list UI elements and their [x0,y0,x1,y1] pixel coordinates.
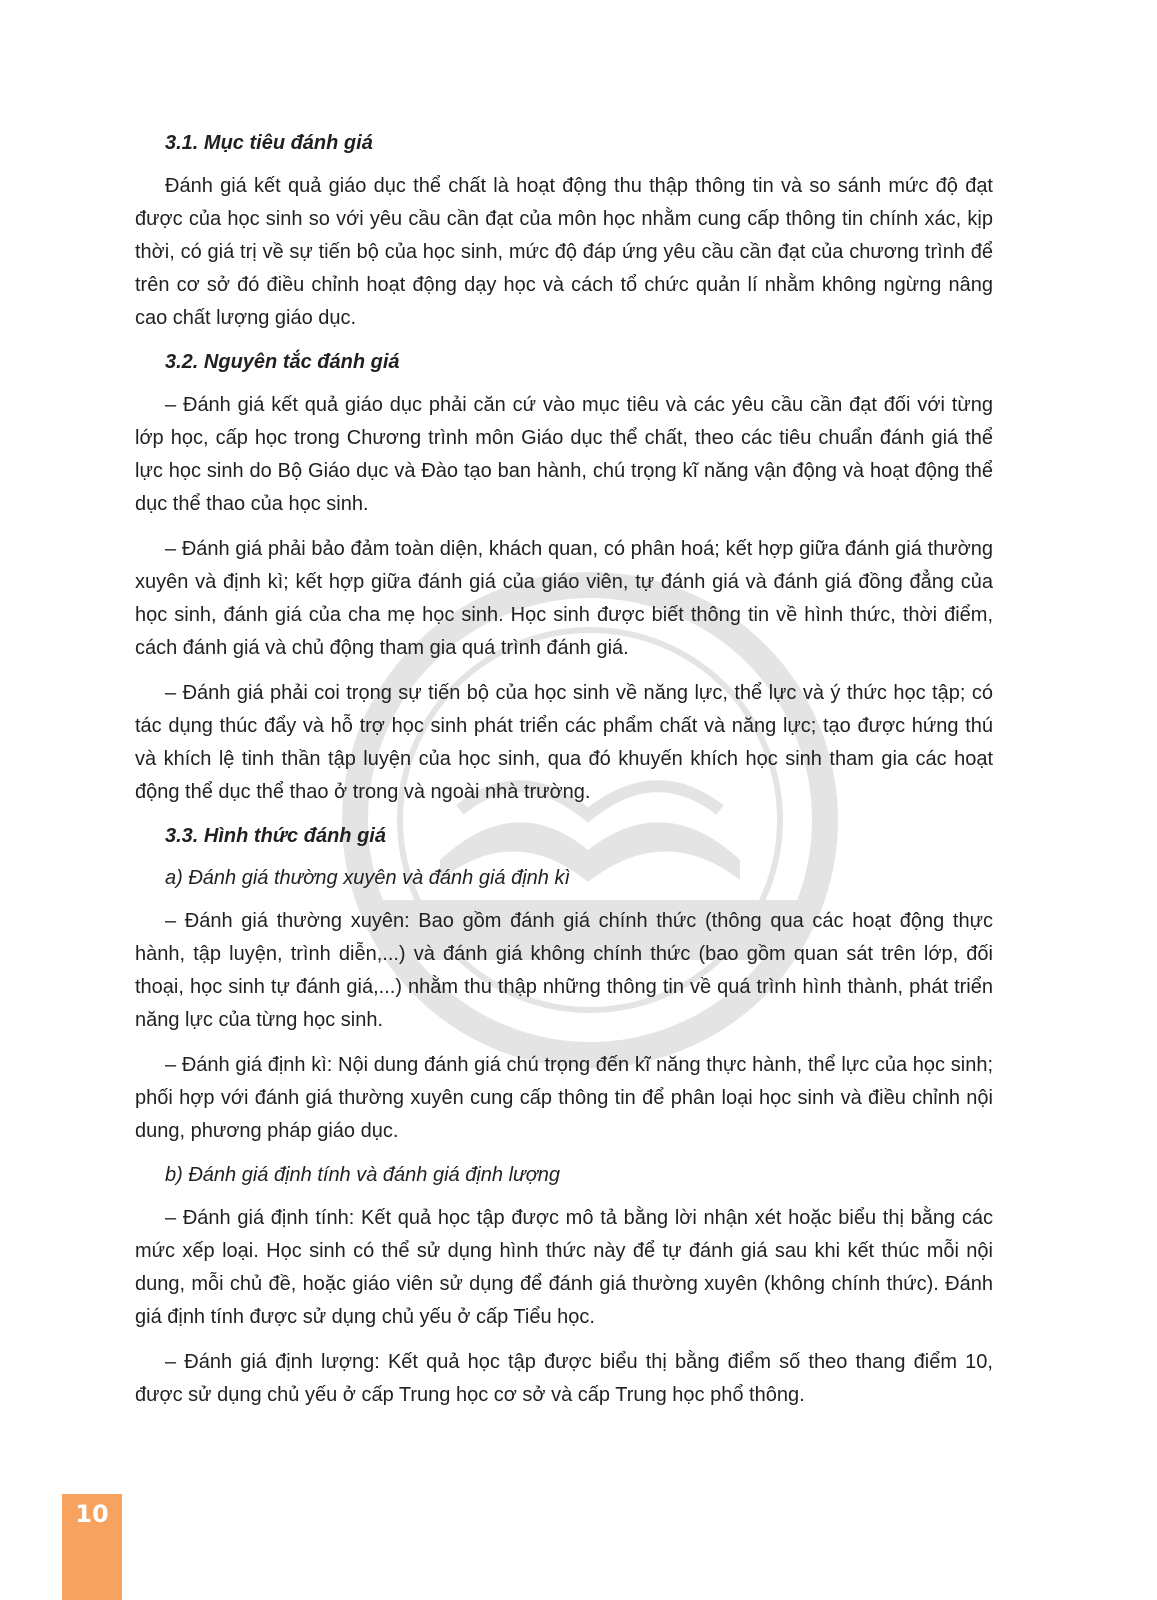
paragraph: – Đánh giá định lượng: Kết quả học tập được biểu thị bằng điểm số theo thang điểm 10, được sử dụng chủ yếu ở cấp Trung học cơ sở và cấp Trung học phổ thông. [135,1351,993,1406]
subsection-heading-a: a) Đánh giá thường xuyên và đánh giá định kì [165,867,571,889]
section-heading-3-2: 3.2. Nguyên tắc đánh giá [165,351,400,373]
page-number: 10 [75,1500,109,1528]
page-content [135,128,993,1424]
section-heading-3-3: 3.3. Hình thức đánh giá [165,825,386,847]
paragraph: – Đánh giá phải bảo đảm toàn diện, khách quan, có phân hoá; kết hợp giữa đánh giá thường xuyên và định kì; kết hợp giữa đánh giá của giáo viên, tự đánh giá và đánh giá đồng đẳng của học sinh, đánh giá của cha mẹ học sinh. Học sinh được biết thông tin về hình thức, thời điểm, cách đánh giá và chủ động tham gia quá trình đánh giá. [135,538,993,659]
paragraph: – Đánh giá phải coi trọng sự tiến bộ của học sinh về năng lực, thể lực và ý thức học tập; có tác dụng thúc đẩy và hỗ trợ học sinh phát triển các phẩm chất và năng lực; tạo được hứng thú và khích lệ tinh thần tập luyện của học sinh, qua đó khuyến khích học sinh tham gia các hoạt động thể dục thể thao ở trong và ngoài nhà trường. [135,682,993,803]
paragraph: – Đánh giá định tính: Kết quả học tập được mô tả bằng lời nhận xét hoặc biểu thị bằng các mức xếp loại. Học sinh có thể sử dụng hình thức này để tự đánh giá sau khi kết thúc mỗi nội dung, mỗi chủ đề, hoặc giáo viên sử dụng để đánh giá thường xuyên (không chính thức). Đánh giá định tính được sử dụng chủ yếu ở cấp Tiểu học. [135,1207,993,1328]
paragraph: – Đánh giá kết quả giáo dục phải căn cứ vào mục tiêu và các yêu cầu cần đạt đối với từng lớp học, cấp học trong Chương trình môn Giáo dục thể chất, theo các tiêu chuẩn đánh giá thể lực học sinh do Bộ Giáo dục và Đào tạo ban hành, chú trọng kĩ năng vận động và hoạt động thể dục thể thao của học sinh. [135,394,993,515]
paragraph: – Đánh giá thường xuyên: Bao gồm đánh giá chính thức (thông qua các hoạt động thực hành, tập luyện, trình diễn,...) và đánh giá không chính thức (bao gồm quan sát trên lớp, đối thoại, học sinh tự đánh giá,...) nhằm thu thập những thông tin về quá trình hình thành, phát triển năng lực của từng học sinh. [135,910,993,1031]
paragraph: Đánh giá kết quả giáo dục thể chất là hoạt động thu thập thông tin và so sánh mức độ đạt được của học sinh so với yêu cầu cần đạt của môn học nhằm cung cấp thông tin chính xác, kịp thời, có giá trị về sự tiến bộ của học sinh, mức độ đáp ứng yêu cầu cần đạt của chương trình để trên cơ sở đó điều chỉnh hoạt động dạy học và cách tổ chức quản lí nhằm không ngừng nâng cao chất lượng giáo dục. [135,175,993,329]
section-heading-3-1: 3.1. Mục tiêu đánh giá [165,132,373,154]
subsection-heading-b: b) Đánh giá định tính và đánh giá định lượng [165,1164,561,1186]
paragraph: – Đánh giá định kì: Nội dung đánh giá chú trọng đến kĩ năng thực hành, thể lực của học sinh; phối hợp với đánh giá thường xuyên cung cấp thông tin để phân loại học sinh và điều chỉnh nội dung, phương pháp giáo dục. [135,1054,993,1142]
